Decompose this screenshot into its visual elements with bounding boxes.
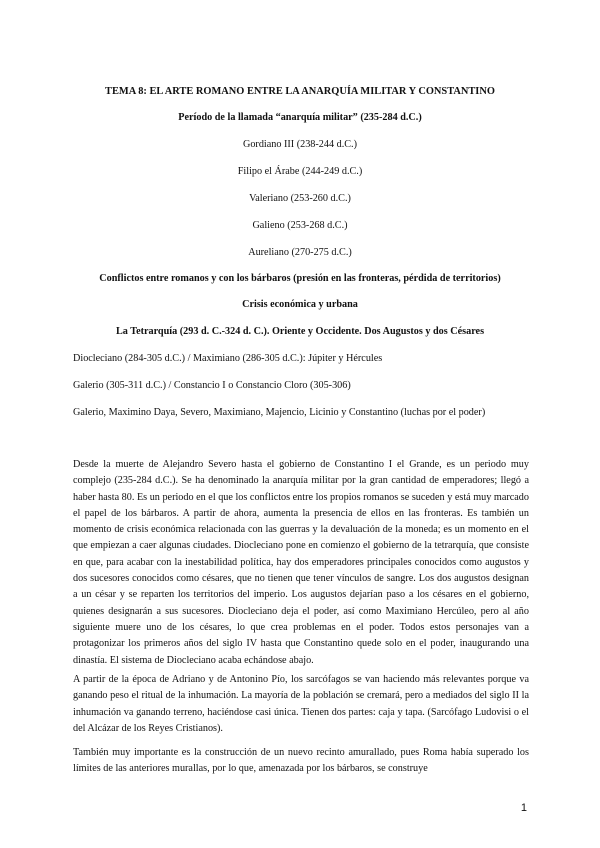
emperor-line: Filipo el Árabe (244-249 d.C.) [237, 166, 363, 177]
section-subtitle: Período de la llamada “anarquía militar” (235-284 d.C.) [178, 112, 422, 123]
body-paragraph: A partir de la época de Adriano y de Antonino Pío, los sarcófagos se van haciendo más relevantes porque va ganando peso el ritual de la inhumación. La mayoría de la población se cremará, pero a mediados del siglo II la inhumación va ganando terreno, haciéndose casi única. Tienen dos partes: caja y tapa. (Sarcófago Ludovisi o el del Alcázar de los Reyes Cristianos). [73, 674, 529, 734]
emperor-line: Valeriano (253-260 d.C.) [249, 193, 351, 204]
document-title: TEMA 8: EL ARTE ROMANO ENTRE LA ANARQUÍA MILITAR Y CONSTANTINO [105, 86, 495, 97]
page-number: 1 [520, 802, 527, 814]
body-paragraph: Desde la muerte de Alejandro Severo hasta el gobierno de Constantino I el Grande, es un periodo muy complejo (235-284 d.C.). Se ha denominado la anarquía militar por la gran cantidad de emperadores; llegó a haber hasta 80. Es un periodo en el que los conflictos entre los propios romanos se suceden y está muy marcado el papel de los bárbaros. A partir de ahora, aumenta la presencia de ellos en las fronteras. Es también un momento de crisis económica relacionada con las guerras y la devaluación de la moneda; es un momento en el que empiezan a caer algunas ciudades. Diocleciano pone en comienzo el gobierno de la tetrarquía, que consiste en que, para acabar con la inestabilidad política, hay dos emperadores principales conocidos como augustos y dos sucesores conocidos como césares, que no tienen que tener vínculos de sangre. Los dos augustos designan a un césar y se reparten los territorios del imperio. Los augustos dejarían paso a los césares en el gobierno, quienes designarán a sus sucesores. Diocleciano deja el poder, así como Maximiano Hercúleo, pero al año siguiente muere uno de los césares, lo que crea problemas en el poder. Todos estos personajes van a protagonizar los primeros años del siglo IV hasta que Constantino quede solo en el poder, inaugurando una dinastía. El sistema de Diocleciano acaba echándose abajo. [73, 459, 529, 666]
tetrarchy-line: Diocleciano (284-305 d.C.) / Maximiano (286-305 d.C.): Júpiter y Hércules [73, 353, 383, 364]
tetrarchy-line: Galerio, Maximino Daya, Severo, Maximiano, Majencio, Licinio y Constantino (luchas por el poder) [73, 407, 486, 418]
crisis-heading: Crisis económica y urbana [242, 299, 358, 310]
conflicts-heading: Conflictos entre romanos y con los bárbaros (presión en las fronteras, pérdida de territorios) [99, 273, 501, 284]
emperor-line: Aureliano (270-275 d.C.) [248, 247, 352, 258]
emperor-line: Gordiano III (238-244 d.C.) [242, 139, 358, 150]
emperor-line: Galieno (253-268 d.C.) [252, 220, 348, 231]
body-paragraph: También muy importante es la construcción de un nuevo recinto amurallado, pues Roma había superado los límites de las anteriores murallas, por lo que, amenazada por los bárbaros, se construye [73, 747, 529, 775]
tetrarchy-line: Galerio (305-311 d.C.) / Constancio I o Constancio Cloro (305-306) [73, 380, 351, 391]
tetrarchy-heading: La Tetrarquía (293 d. C.-324 d. C.). Oriente y Occidente. Dos Augustos y dos Césares [115, 326, 485, 337]
